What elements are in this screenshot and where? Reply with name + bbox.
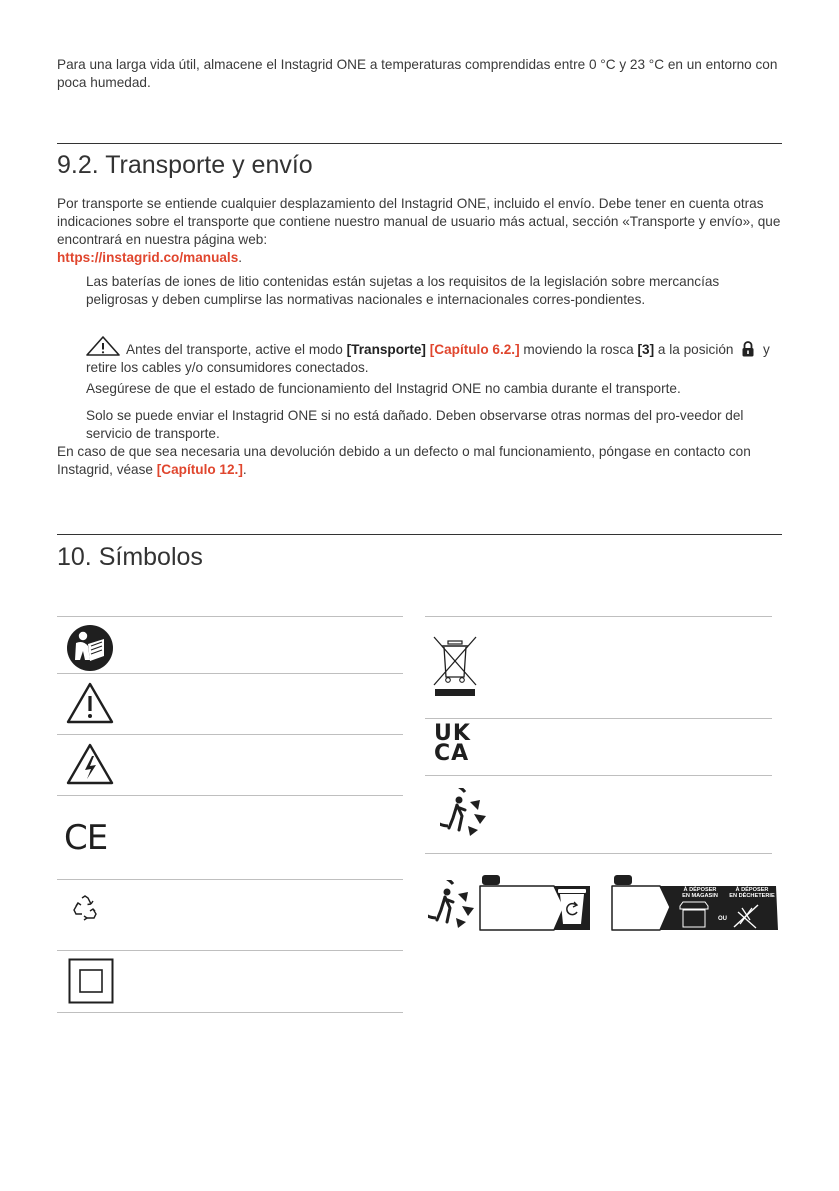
symbol-row-divider	[57, 673, 403, 674]
section-divider	[57, 143, 782, 144]
infotri-deposit-panel	[610, 874, 780, 934]
electric-hazard-icon	[66, 743, 114, 785]
read-manual-icon	[66, 624, 114, 672]
transport-paragraph	[57, 195, 782, 267]
warning-text-c: a la posición	[654, 342, 738, 357]
symbol-row-divider	[57, 950, 403, 951]
deposit-decheterie-line-1: À DÉPOSER	[735, 887, 769, 893]
deposit-magasin-line-2: EN MAGASIN	[682, 893, 718, 899]
ce-mark-icon: CE	[64, 818, 108, 858]
weee-bin-icon	[432, 634, 478, 698]
intro-text: Para una larga vida útil, almacene el Instagrid ONE a temperaturas comprendidas entre 0 °C y 23 °C en un entorno con poca humedad.	[57, 57, 778, 90]
return-suffix: .	[242, 462, 247, 477]
chapter-12-ref[interactable]: [Capítulo 12.]	[156, 462, 243, 477]
return-text: En caso de que sea necesaria una devolución debido a un defecto o mal funcionamiento, póngase en contacto con Instagrid, véase	[57, 444, 751, 477]
deposit-decheterie-line-2: EN DÉCHETERIE	[729, 893, 775, 899]
triman-icon	[440, 788, 490, 838]
warning-text-a: Antes del transporte, active el modo	[126, 342, 347, 357]
manuals-link[interactable]: https://instagrid.co/manuals	[57, 250, 239, 265]
double-insulation-icon	[68, 958, 114, 1004]
symbol-row-divider	[425, 718, 772, 719]
symbol-row-divider	[57, 795, 403, 796]
infotri-bin-icon	[478, 874, 592, 934]
symbol-row-divider	[57, 616, 403, 617]
triman-icon	[428, 880, 478, 930]
deposit-or-label: OU	[718, 916, 727, 922]
link-suffix: .	[238, 250, 243, 265]
section-divider	[57, 534, 782, 535]
infotri-panel-shape	[610, 874, 780, 934]
symbol-row-divider	[57, 1012, 403, 1013]
recycle-icon	[71, 895, 99, 921]
transport-mode-label: [Transporte]	[346, 342, 426, 357]
bullet-lithium: Las baterías de iones de litio contenidas están sujetas a los requisitos de la legislación sobre mercancías peligrosas y deben cumplirse las normativas nacionales e internacionales corres-pondientes.	[86, 274, 720, 307]
warning-triangle-icon	[66, 682, 114, 724]
symbol-row-divider	[57, 734, 403, 735]
return-paragraph	[57, 443, 782, 479]
warning-text-b: moviendo la rosca	[519, 342, 638, 357]
section-title-transport: 9.2. Transporte y envío	[57, 151, 313, 179]
symbol-row-divider	[425, 775, 772, 776]
section-title-symbols: 10. Símbolos	[57, 543, 203, 571]
deposit-magasin-label	[672, 887, 728, 899]
symbol-row-divider	[425, 616, 772, 617]
lock-icon	[741, 341, 755, 357]
symbol-row-divider	[57, 879, 403, 880]
ukca-mark-icon	[434, 721, 471, 766]
deposit-decheterie-label	[722, 887, 782, 899]
bullet-operating-state: Asegúrese de que el estado de funcionamiento del Instagrid ONE no cambia durante el transporte.	[86, 381, 681, 396]
warning-text-d: y retire los cables y/o consumidores conectados.	[86, 342, 770, 375]
symbol-row-divider	[425, 853, 772, 854]
transport-paragraph-text: Por transporte se entiende cualquier desplazamiento del Instagrid ONE, incluido el envío. Debe tener en cuenta otras indicaciones sobre el transporte que contiene nuestro manual de usuario más actual, sección «Transporte y envío», que encontrará en nuestra página web:	[57, 196, 781, 247]
deposit-magasin-line-1: À DÉPOSER	[683, 887, 717, 893]
ukca-line-1: UK	[434, 721, 471, 746]
knob-number: [3]	[637, 342, 655, 357]
ukca-line-2: CA	[434, 741, 470, 766]
warning-triangle-icon	[86, 336, 120, 356]
bullet-shipping: Solo se puede enviar el Instagrid ONE si no está dañado. Deben observarse otras normas del pro-veedor del servicio de transporte.	[86, 408, 744, 441]
warning-note	[86, 336, 782, 377]
chapter-6-2-ref[interactable]: [Capítulo 6.2.]	[429, 342, 520, 357]
